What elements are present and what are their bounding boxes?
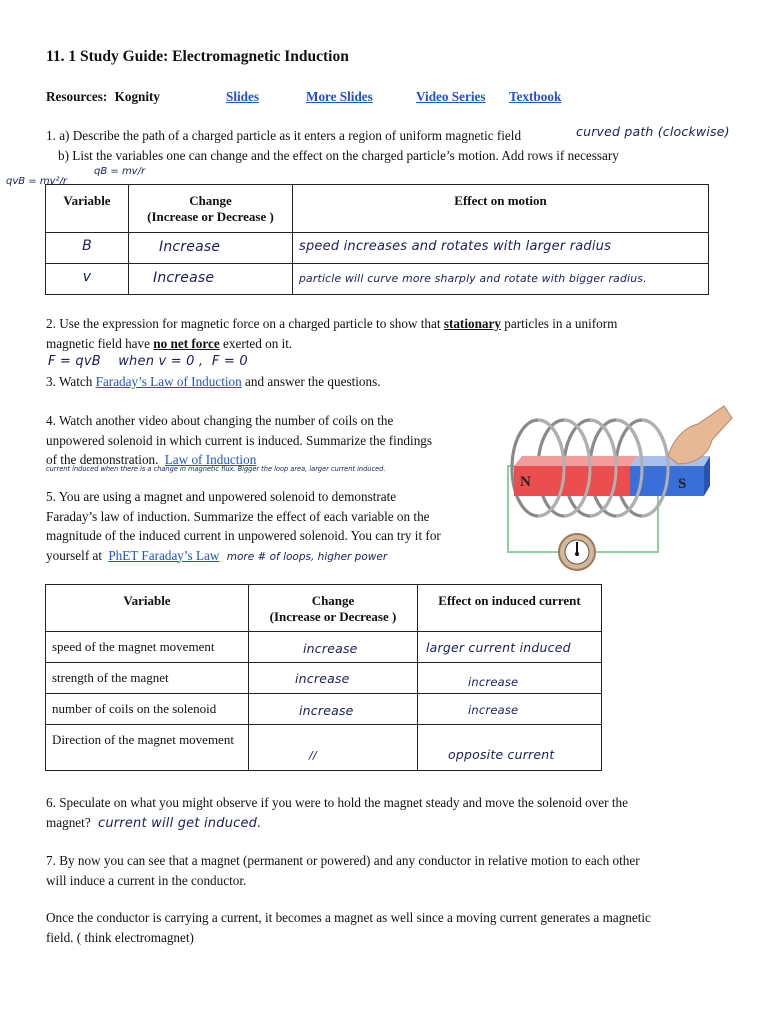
question-4-line3: of the demonstration. (46, 452, 159, 467)
question-3-suffix: and answer the questions. (245, 374, 381, 389)
induced-cell-variable: Direction of the magnet movement (46, 725, 249, 771)
slides-link[interactable]: Slides (226, 89, 259, 104)
induced-cell-effect: larger current induced (418, 632, 602, 663)
galvanometer-pivot (575, 552, 579, 556)
motion-cell-variable: v (46, 264, 129, 295)
question-3-prefix: 3. Watch (46, 374, 93, 389)
resources-source: Kognity (114, 89, 161, 104)
table-row (46, 663, 602, 694)
induced-current-table (45, 584, 602, 771)
hand-icon (668, 406, 732, 464)
question-4-line2: unpowered solenoid in which current is induced. Summarize the findings (46, 432, 433, 448)
margin-note-2: qB = mv/r (94, 166, 146, 177)
induced-cell-effect: increase (418, 694, 602, 725)
question-6-line1: 6. Speculate on what you might observe if you were to hold the magnet steady and move the solenoid over the (46, 795, 628, 810)
table-row (46, 264, 709, 295)
table-row (46, 725, 602, 771)
electromagnet-paragraph (46, 908, 651, 947)
motion-table-header-change (129, 185, 293, 233)
question-5-line3: magnitude of the induced current in unpowered solenoid. You can try it for (46, 528, 441, 543)
south-label: S (678, 476, 687, 492)
motion-table-header-effect: Effect on motion (293, 185, 709, 233)
question-7 (46, 851, 640, 890)
question-5-line4: yourself at (46, 547, 103, 563)
induced-table-header-variable: Variable (46, 585, 249, 632)
answer-4: current induced when there is a change in magnetic flux. Bigger the loop area, larger current induced. (46, 465, 386, 473)
induced-cell-change: increase (249, 632, 418, 663)
question-1a-text: 1. a) Describe the path of a charged particle as it enters a region of uniform magnetic field (46, 128, 522, 143)
more-slides-link[interactable]: More Slides (306, 89, 373, 104)
induced-cell-effect: opposite current (418, 725, 602, 771)
paragraph-line1: Once the conductor is carrying a current, it becomes a magnet as well since a moving current generates a magnetic (46, 910, 651, 925)
question-1b: b) List the variables one can change and the effect on the charged particle’s motion. Add rows if necessary (58, 148, 619, 163)
induced-cell-change: increase (249, 663, 418, 694)
motion-cell-variable: B (46, 233, 129, 264)
question-2-text4: exerted on it. (223, 335, 293, 351)
question-1a (46, 126, 521, 146)
induced-cell-variable: speed of the magnet movement (46, 632, 249, 663)
question-2-stationary: stationary (443, 316, 501, 331)
resources-label-text: Resources: (46, 89, 108, 104)
question-3 (46, 372, 381, 392)
motion-cell-effect: particle will curve more sharply and rotate with bigger radius. (293, 264, 709, 295)
resources-label (46, 89, 160, 105)
table-row (46, 233, 709, 264)
table-row (46, 694, 602, 725)
motion-cell-effect: speed increases and rotates with larger radius (293, 233, 709, 264)
induced-table-header-change (249, 585, 418, 632)
motion-cell-change: Increase (129, 233, 293, 264)
induced-cell-change: // (249, 725, 418, 771)
paragraph-line2: field. ( think electromagnet) (46, 929, 194, 945)
question-2-text2: particles in a uniform (504, 316, 618, 331)
question-5 (46, 487, 441, 567)
textbook-link[interactable]: Textbook (509, 89, 562, 104)
question-2-text3: magnetic field have (46, 335, 150, 351)
solenoid-figure (498, 396, 738, 582)
motion-header-change-line1: Change (189, 193, 232, 208)
question-5-line1: 5. You are using a magnet and unpowered solenoid to demonstrate (46, 489, 397, 504)
induced-cell-variable: number of coils on the solenoid (46, 694, 249, 725)
phet-faraday-link[interactable]: PhET Faraday’s Law (108, 547, 220, 563)
answer-5: more # of loops, higher power (226, 550, 388, 563)
north-label: N (520, 474, 531, 490)
question-2-text1: 2. Use the expression for magnetic force on a charged particle to show that (46, 316, 441, 331)
magnet-top-n (514, 456, 638, 466)
motion-header-change-line2: (Increase or Decrease ) (147, 209, 274, 224)
answer-6: current will get induced. (97, 815, 262, 831)
margin-note-1: qvB = mv²/r (6, 176, 68, 187)
induced-header-change-line2: (Increase or Decrease ) (269, 609, 397, 624)
induced-cell-change: increase (249, 694, 418, 725)
video-series-link[interactable]: Video Series (416, 89, 486, 104)
motion-table-header-variable: Variable (46, 185, 129, 233)
question-5-line2: Faraday’s law of induction. Summarize the effect of each variable on the (46, 508, 430, 524)
question-6 (46, 793, 628, 833)
question-4 (46, 411, 432, 470)
question-7-line1: 7. By now you can see that a magnet (permanent or powered) and any conductor in relative motion to each other (46, 853, 640, 868)
table-row (46, 632, 602, 663)
induced-table-header-effect: Effect on induced current (418, 585, 602, 632)
question-2-no-net-force: no net force (153, 335, 220, 351)
question-6-line2: magnet? (46, 814, 91, 830)
answer-1a: curved path (clockwise) (576, 124, 730, 139)
question-7-line2: will induce a current in the conductor. (46, 872, 247, 888)
motion-table (45, 184, 709, 295)
answer-2: F = qvB when v = 0 , F = 0 (48, 354, 248, 369)
law-of-induction-link[interactable]: Law of Induction (164, 452, 257, 467)
faraday-law-link[interactable]: Faraday’s Law of Induction (95, 374, 242, 389)
induced-cell-variable: strength of the magnet (46, 663, 249, 694)
induced-cell-effect: increase (418, 663, 602, 694)
page-title: 11. 1 Study Guide: Electromagnetic Induction (46, 48, 349, 65)
question-2 (46, 314, 746, 353)
question-4-line1: 4. Watch another video about changing the number of coils on the (46, 413, 394, 428)
motion-cell-change: Increase (129, 264, 293, 295)
induced-header-change-line1: Change (311, 593, 355, 608)
